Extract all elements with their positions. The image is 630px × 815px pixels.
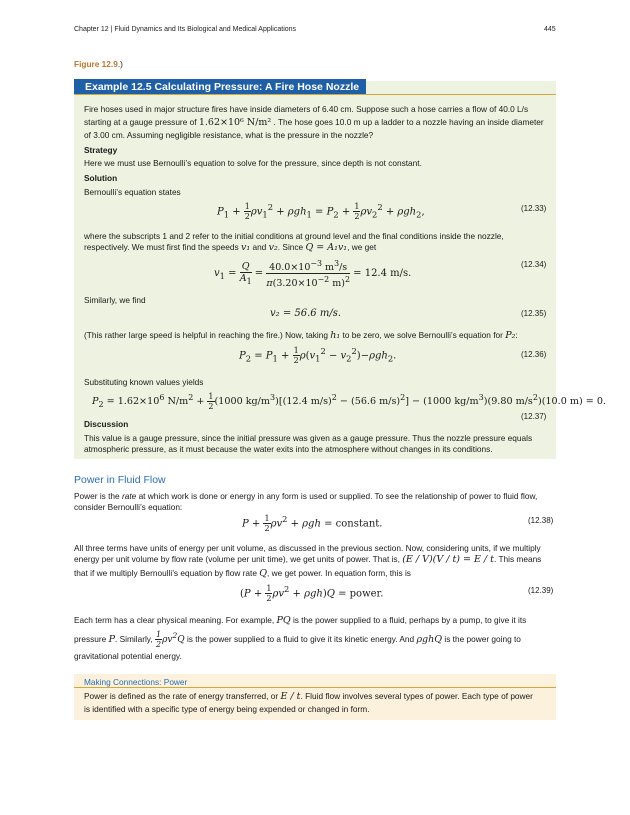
connections-line2: is identified with a specific type of energy being expended or changed in form. xyxy=(84,704,370,714)
example-title: Example 12.5 Calculating Pressure: A Fire Hose Nozzle xyxy=(74,79,366,95)
equation-number-12-34: (12.34) xyxy=(521,260,547,269)
pressure-word: pressure xyxy=(74,634,107,644)
solution-heading: Solution xyxy=(84,173,118,183)
v2-symbol: v₂ xyxy=(268,242,278,253)
power-text-a: Power is the xyxy=(74,491,122,501)
figure-link[interactable]: Figure 12.9 xyxy=(74,59,118,69)
equation-12-33: $P_1$ + $\frac{1}{2}$ $\rho v_1^2 + \rho gh_1 = P_2$ + $\frac{1}{2}$ $\rho v_2^2 + \rho gh_2$, xyxy=(217,202,425,222)
page-number: 445 xyxy=(544,26,556,33)
equation-number-12-33: (12.33) xyxy=(521,204,547,213)
figure-reference xyxy=(74,59,123,69)
running-header: Chapter 12 | Fluid Dynamics and Its Biological and Medical Applications xyxy=(74,26,297,33)
intro-text-a: starting at a gauge pressure of xyxy=(84,117,197,127)
similarly-text: Similarly, we find xyxy=(84,295,146,305)
energy-per-time: E / t xyxy=(280,691,301,702)
subscripts-line2 xyxy=(84,241,376,255)
large-speed-text xyxy=(84,329,518,343)
making-connections-title: Making Connections: Power xyxy=(84,677,188,687)
equation-12-38: P + $\frac{1}{2}$ $\rho v^2 + \rho gh$ = constant. xyxy=(242,514,383,534)
units-text: energy per unit volume by flow rate (volume per unit time), we get units of power. That is, xyxy=(74,554,400,564)
example-title-rule xyxy=(74,94,556,95)
subscripts-line1: where the subscripts 1 and 2 refer to the initial conditions at ground level and the final conditions inside the nozzle, xyxy=(84,231,504,241)
flow-rate-relation: Q = A₁v₁ xyxy=(305,242,348,253)
q-symbol: Q xyxy=(259,568,268,579)
power-para2-line3 xyxy=(74,567,411,581)
similarly-word: . Similarly, xyxy=(115,634,153,644)
example-intro-line2 xyxy=(84,116,544,130)
bernoulli-states: Bernoulli’s equation states xyxy=(84,187,181,197)
h1-symbol: h₁ xyxy=(330,330,341,341)
equation-number-12-37: (12.37) xyxy=(521,412,547,421)
strategy-text: Here we must use Bernoulli’s equation to solve for the pressure, since depth is not constant. xyxy=(84,158,422,168)
substituting-text: Substituting known values yields xyxy=(84,377,204,387)
power-para2-line1: All three terms have units of energy per unit volume, as discussed in the previous section. Now, considering units, if we multiply xyxy=(74,543,541,553)
we-get-text: , we get xyxy=(347,242,377,252)
pump-text: is the power supplied to a fluid, perhaps by a pump, to give it its xyxy=(292,615,527,625)
equation-12-34: $v_1$ = $\frac{Q}{A_1}$ = $\frac{40.0\times 10^{-3} m^3/s}{\pi(3.20\times 10^{-2} m)^2}$ = 12.4 m/s. xyxy=(214,259,412,290)
subscripts-text: respectively. We must first find the speeds xyxy=(84,242,239,252)
power-para2-line2 xyxy=(74,553,541,567)
section-heading: Power in Fluid Flow xyxy=(74,474,166,486)
power-para3-line1 xyxy=(74,614,526,628)
since-text: . Since xyxy=(277,242,304,252)
discussion-heading: Discussion xyxy=(84,419,129,429)
power-para1-line2: consider Bernoulli’s equation: xyxy=(74,502,183,512)
p-symbol: P xyxy=(108,634,115,645)
example-intro-line3: of 3.00 cm. Assuming negligible resistance, what is the pressure in the nozzle? xyxy=(84,130,374,140)
units-relation: (E / V)(V / t) = E / t xyxy=(402,554,494,565)
figure-reference-tail: .) xyxy=(117,59,123,69)
connections-text-b: . Fluid flow involves several types of power. Each type of power xyxy=(300,691,533,701)
and-text: and xyxy=(252,242,267,252)
discussion-line2: atmospheric pressure, as it must because the water exits into the atmosphere without changes in its conditions. xyxy=(84,444,493,454)
equation-number-12-39: (12.39) xyxy=(528,586,554,595)
example-intro-line1: Fire hoses used in major structure fires have inside diameters of 6.40 cm. Suppose such a hose carries a flow of 40.0 L/s xyxy=(84,104,529,114)
equation-number-12-38: (12.38) xyxy=(528,516,554,525)
power-text-b: at which work is done or energy in any form is used or supplied. To see the relationship of power to fluid flow, xyxy=(136,491,538,501)
connections-line1 xyxy=(84,690,533,704)
equation-number-12-36: (12.36) xyxy=(521,350,547,359)
pq-symbol: PQ xyxy=(276,615,291,626)
connections-text-a: Power is defined as the rate of energy transferred, or xyxy=(84,691,279,701)
kinetic-power-term: $\frac{1}{2}$ $\rho v^2Q$ xyxy=(155,630,185,649)
equation-12-36: $P_2 = P_1$ + $\frac{1}{2}$ $\rho(v_1^2 - v_2^2)-\rho gh_2$. xyxy=(239,346,397,366)
making-connections-rule xyxy=(74,687,556,688)
power-para3-line3: gravitational potential energy. xyxy=(74,651,182,661)
large-speed-b: to be zero, we solve Bernoulli’s equation for xyxy=(342,330,503,340)
meaning-text: Each term has a clear physical meaning. For example, xyxy=(74,615,275,625)
strategy-heading: Strategy xyxy=(84,145,118,155)
this-means-text: . This means xyxy=(493,554,542,564)
equation-form-text: , we get power. In equation form, this is xyxy=(267,568,411,578)
rate-emphasis: rate xyxy=(121,491,137,501)
going-to-text: is the power going to xyxy=(444,634,521,644)
power-para3-line2 xyxy=(74,630,521,649)
discussion-line1: This value is a gauge pressure, since the initial pressure was given as a gauge pressure. Thus the nozzle pressure equals xyxy=(84,433,533,443)
equation-12-35: v₂ = 56.6 m/s. xyxy=(270,308,342,319)
equation-number-12-35: (12.35) xyxy=(521,309,547,318)
equation-12-37: $P_2 = 1.62\times 10^6$ $N/m^2$ + $\frac{1}{2}$ (1000 $kg/m^3)[(12.4$ m/s)$^2$ − (56.6 m/s)$^2$] − (1000 $kg/m^3)(9.80$ $m/s^2)(10.0$ m) = 0. xyxy=(92,392,606,411)
v1-symbol: v₁ xyxy=(240,242,251,253)
p2-symbol: P₂ xyxy=(505,330,516,341)
large-speed-a: (This rather large speed is helpful in reaching the fire.) Now, taking xyxy=(84,330,328,340)
colon: : xyxy=(515,330,518,340)
intro-text-b: . The hose goes 10.0 m up a ladder to a nozzle having an inside diameter xyxy=(273,117,544,127)
initial-pressure-math: 1.62×10⁶ N/m² xyxy=(198,117,272,128)
kinetic-text: is the power supplied to a fluid to give it its kinetic energy. And xyxy=(186,634,415,644)
multiply-text: that if we multiply Bernoulli’s equation by flow rate xyxy=(74,568,257,578)
rghq-symbol: ρghQ xyxy=(416,634,443,645)
equation-12-39: (P + $\frac{1}{2}$ $\rho v^2 + \rho gh)Q$ = power. xyxy=(240,584,384,604)
